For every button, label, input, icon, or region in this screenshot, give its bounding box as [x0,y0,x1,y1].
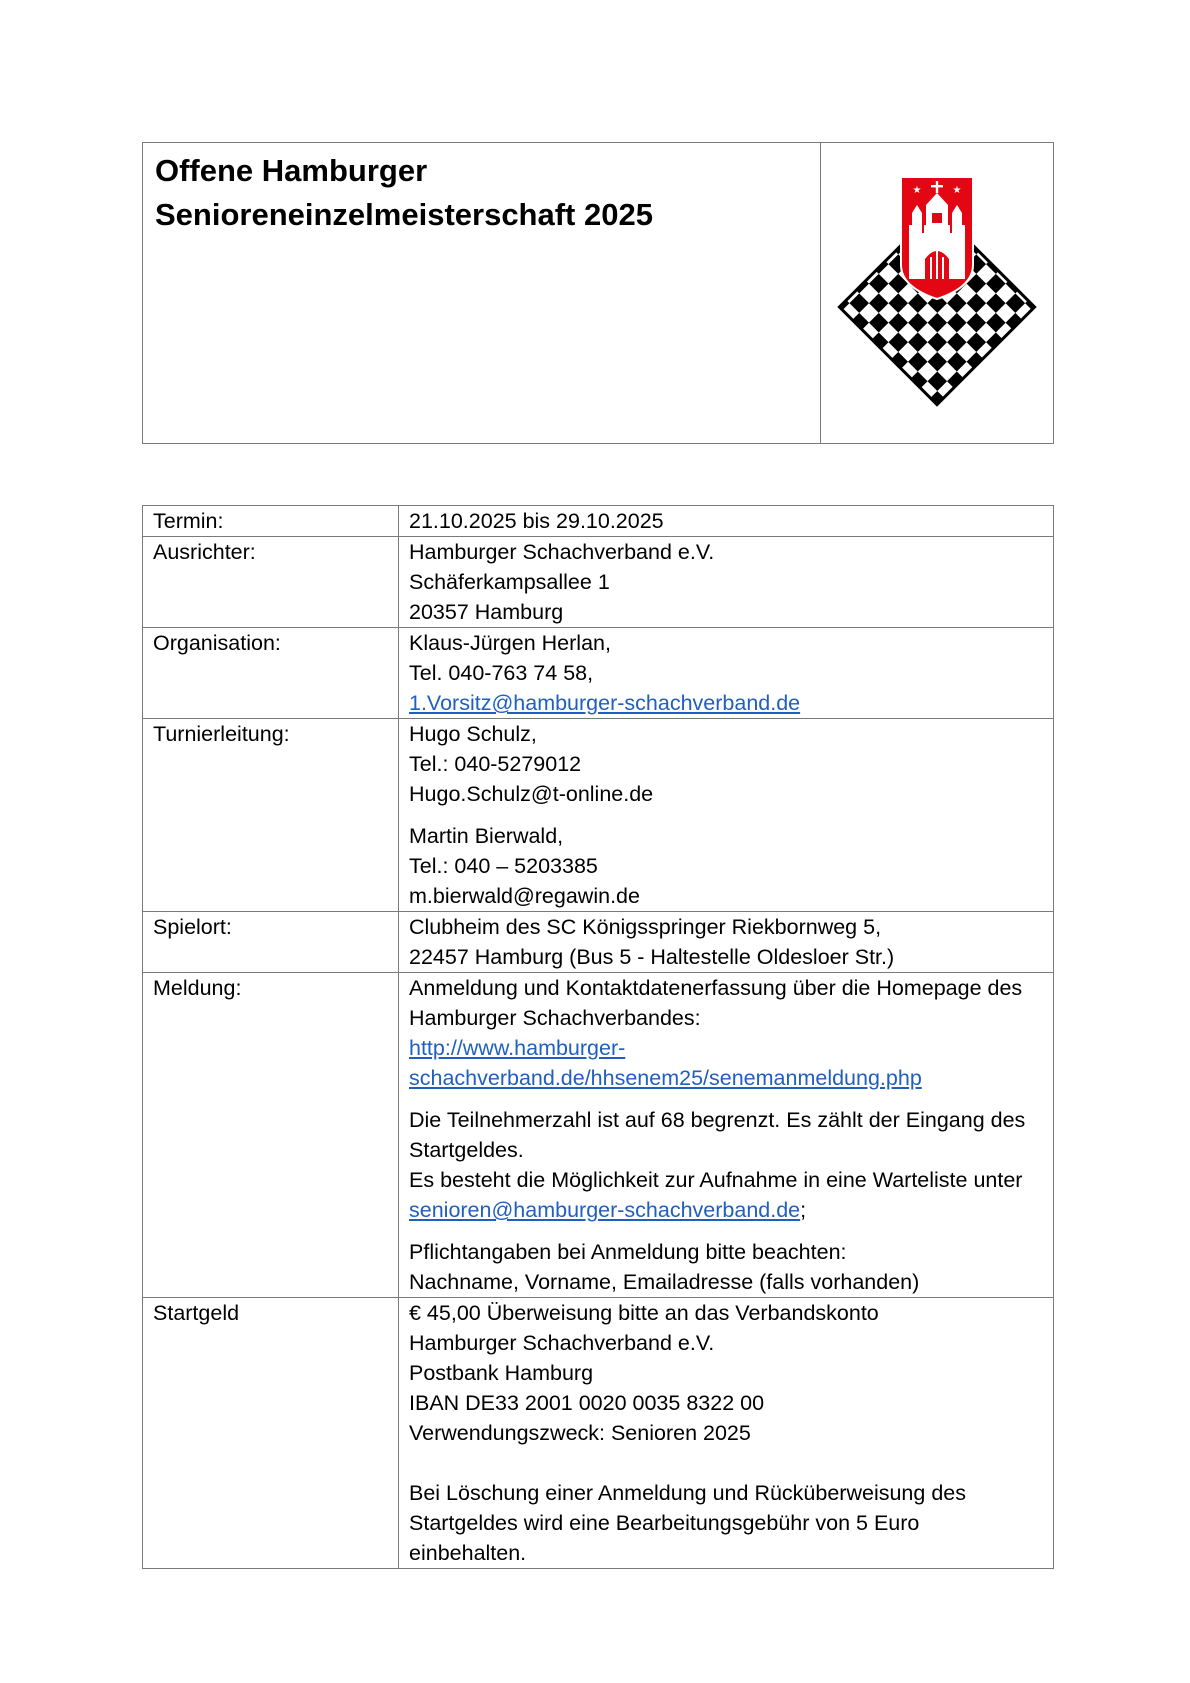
startgeld-line: Postbank Hamburg [409,1361,594,1385]
meldung-line: Pflichtangaben bei Anmeldung bitte beachten: [409,1240,847,1264]
organisation-label: Organisation: [143,628,399,719]
hamburg-chess-federation-logo-icon [831,173,1043,413]
turnierleitung-line: Tel.: 040 – 5203385 [409,854,598,878]
turnierleitung-line: m.bierwald@regawin.de [409,884,640,908]
termin-value [399,506,1054,537]
startgeld-note-line: Bei Löschung einer Anmeldung und Rücküberweisung des [409,1481,966,1505]
ausrichter-line: Schäferkampsallee 1 [409,570,610,594]
logo-cell [821,143,1053,443]
termin-date: 21.10.2025 bis 29.10.2025 [409,509,664,533]
spielort-line: 22457 Hamburg (Bus 5 - Haltestelle Oldesloer Str.) [409,945,895,969]
table-row-spielort [143,912,1054,973]
organisation-line: Tel. 040-763 74 58, [409,661,594,685]
waitlist-suffix: ; [800,1198,807,1222]
table-row-organisation [143,628,1054,719]
organisation-line: Klaus-Jürgen Herlan, [409,631,611,655]
startgeld-line: Verwendungszweck: Senioren 2025 [409,1421,751,1445]
table-row-startgeld [143,1298,1054,1569]
meldung-label: Meldung: [143,973,399,1298]
turnierleitung-line: Hugo Schulz, [409,722,537,746]
table-row-meldung [143,973,1054,1298]
startgeld-note-line: einbehalten. [409,1541,527,1565]
organisation-email-link[interactable]: 1.Vorsitz@hamburger-schachverband.de [409,691,801,715]
startgeld-label: Startgeld [143,1298,399,1569]
svg-text:★: ★ [912,185,922,196]
table-row-termin [143,506,1054,537]
spielort-value [399,912,1054,973]
table-row-turnierleitung [143,719,1054,912]
turnierleitung-label: Turnierleitung: [143,719,399,912]
table-row-ausrichter [143,537,1054,628]
startgeld-line: € 45,00 Überweisung bitte an das Verbandskonto [409,1301,879,1325]
turnierleitung-line: Tel.: 040-5279012 [409,752,582,776]
turnierleitung-line: Hugo.Schulz@t-online.de [409,782,654,806]
startgeld-line: Hamburger Schachverband e.V. [409,1331,715,1355]
ausrichter-line: Hamburger Schachverband e.V. [409,540,715,564]
ausrichter-value [399,537,1054,628]
turnierleitung-line: Martin Bierwald, [409,824,564,848]
meldung-line: Es besteht die Möglichkeit zur Aufnahme in eine Warteliste unter [409,1168,1023,1192]
spielort-label: Spielort: [143,912,399,973]
page-title-line-1: Offene Hamburger [155,153,428,188]
waitlist-email-link[interactable]: senioren@hamburger-schachverband.de [409,1198,801,1222]
info-table [142,505,1054,1569]
startgeld-note-line: Startgeldes wird eine Bearbeitungsgebühr von 5 Euro [409,1511,920,1535]
organisation-value [399,628,1054,719]
svg-text:★: ★ [952,185,962,196]
meldung-line: Die Teilnehmerzahl ist auf 68 begrenzt. Es zählt der Eingang des [409,1108,1026,1132]
blank-line [409,1448,1043,1478]
ausrichter-label: Ausrichter: [143,537,399,628]
termin-label: Termin: [143,506,399,537]
page-title-line-2: Senioreneinzelmeisterschaft 2025 [155,197,653,232]
meldung-line: Anmeldung und Kontaktdatenerfassung über die Homepage des [409,976,1023,1000]
spielort-line: Clubheim des SC Königsspringer Riekbornweg 5, [409,915,882,939]
title-cell [143,143,821,443]
turnierleitung-value [399,719,1054,912]
meldung-line: Startgeldes. [409,1138,524,1162]
ausrichter-line: 20357 Hamburg [409,600,564,624]
meldung-line: Nachname, Vorname, Emailadresse (falls vorhanden) [409,1270,920,1294]
startgeld-line: IBAN DE33 2001 0020 0035 8322 00 [409,1391,765,1415]
header-box [142,142,1054,444]
registration-url-link[interactable]: schachverband.de/hhsenem25/senemanmeldung.php [409,1066,922,1090]
registration-url-link[interactable]: http://www.hamburger- [409,1036,626,1060]
meldung-line: Hamburger Schachverbandes: [409,1006,701,1030]
meldung-value [399,973,1054,1298]
startgeld-value [399,1298,1054,1569]
